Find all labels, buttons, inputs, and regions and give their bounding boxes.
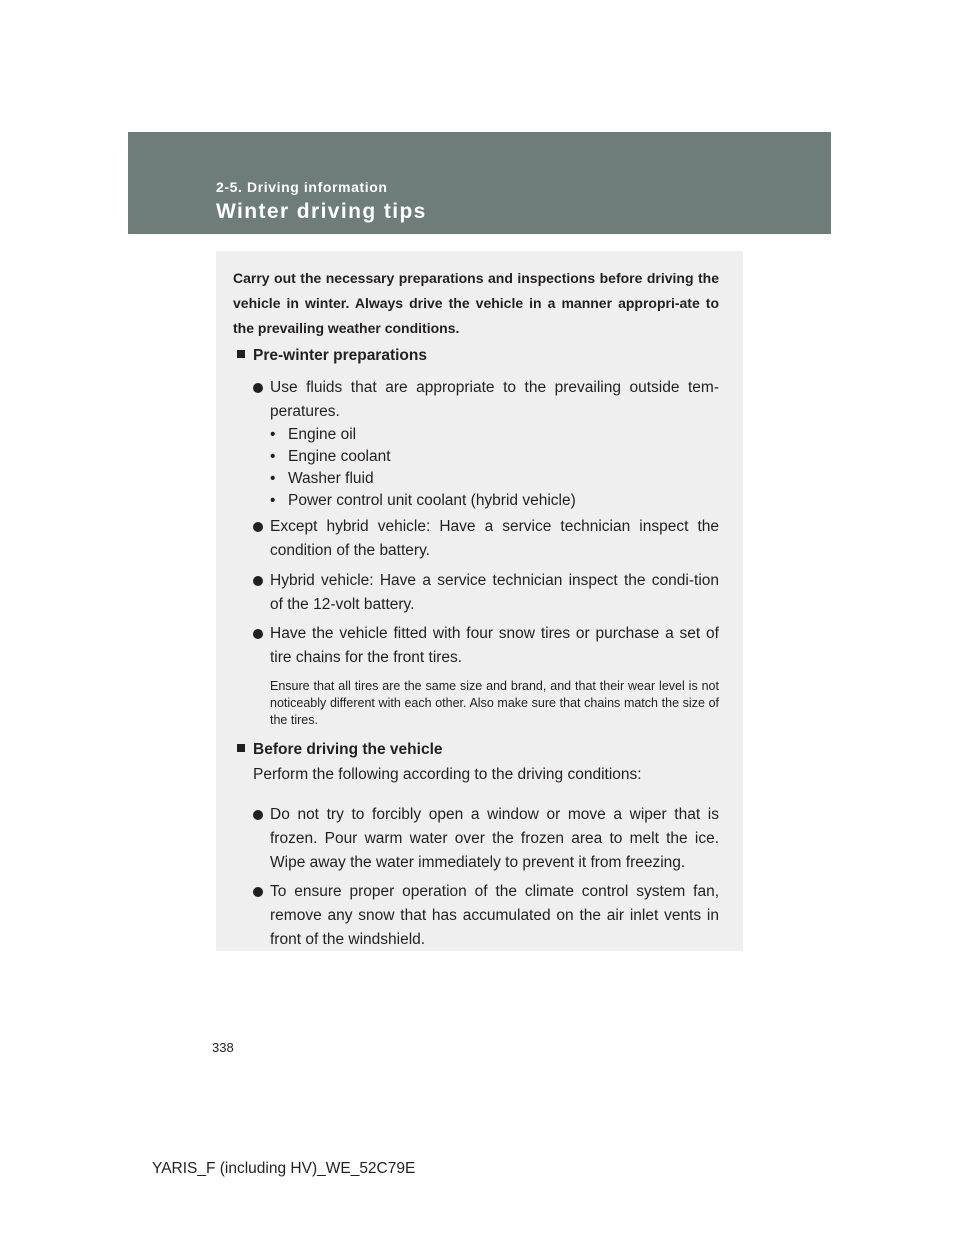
section-label: 2-5. Driving information	[216, 179, 388, 195]
intro-paragraph: Carry out the necessary preparations and inspections before driving the vehicle in winter. Always drive the vehicle in a manner appropri-ate to the prevailing weather conditions.	[233, 270, 719, 336]
list-item	[253, 376, 719, 424]
pre-winter-heading-text: Pre-winter preparations	[253, 347, 427, 364]
bullet-dot-icon	[253, 887, 263, 897]
fluid-item-text: Washer fluid	[288, 470, 374, 487]
page-title: Winter driving tips	[216, 200, 427, 223]
before-driving-intro: Perform the following according to the driving conditions:	[253, 766, 642, 783]
list-item	[253, 515, 719, 563]
fluid-item: • Power control unit coolant (hybrid vehicle)	[270, 492, 576, 509]
bullet-dot-icon	[253, 810, 263, 820]
fluid-item: • Engine oil	[270, 426, 357, 443]
fluid-item: • Washer fluid	[270, 470, 374, 487]
footer-document-code: YARIS_F (including HV)_WE_52C79E	[152, 1160, 416, 1177]
before-driving-heading-text: Before driving the vehicle	[253, 741, 443, 758]
fluid-item: • Engine coolant	[270, 448, 391, 465]
bullet-dot-icon	[253, 522, 263, 532]
bullet-dot-icon	[253, 383, 263, 393]
square-bullet-icon	[237, 350, 245, 358]
list-item-text: Except hybrid vehicle: Have a service technician inspect the condition of the battery.	[270, 518, 719, 559]
page-number: 338	[212, 1040, 234, 1055]
tire-note: Ensure that all tires are the same size and brand, and that their wear level is not noticeably different with each other. Also make sure that chains match the size of the tires.	[270, 679, 719, 727]
list-item	[253, 569, 719, 617]
list-item	[253, 803, 719, 875]
fluid-item-text: Power control unit coolant (hybrid vehicle)	[288, 492, 576, 509]
pre-winter-heading	[237, 347, 427, 365]
before-driving-heading	[237, 741, 443, 759]
list-item-text: To ensure proper operation of the climate control system fan, remove any snow that has accumulated on the air inlet vents in front of the windshield.	[270, 883, 719, 948]
list-item	[253, 622, 719, 670]
list-item-text: Have the vehicle fitted with four snow tires or purchase a set of tire chains for the front tires.	[270, 625, 719, 666]
fluid-item-text: Engine coolant	[288, 448, 391, 465]
list-item-text: Do not try to forcibly open a window or move a wiper that is frozen. Pour warm water over the frozen area to melt the ice. Wipe away the water immediately to prevent it from freezing.	[270, 806, 719, 871]
list-item	[253, 880, 719, 952]
fluid-item-text: Engine oil	[288, 426, 357, 443]
bullet-dot-icon	[253, 576, 263, 586]
content-box	[216, 251, 743, 951]
bullet-dot-icon	[253, 629, 263, 639]
list-item-text: Hybrid vehicle: Have a service technician inspect the condi-tion of the 12-volt battery.	[270, 572, 719, 613]
square-bullet-icon	[237, 744, 245, 752]
section-header	[128, 132, 831, 234]
list-item-text: Use fluids that are appropriate to the prevailing outside tem-peratures.	[270, 379, 719, 420]
